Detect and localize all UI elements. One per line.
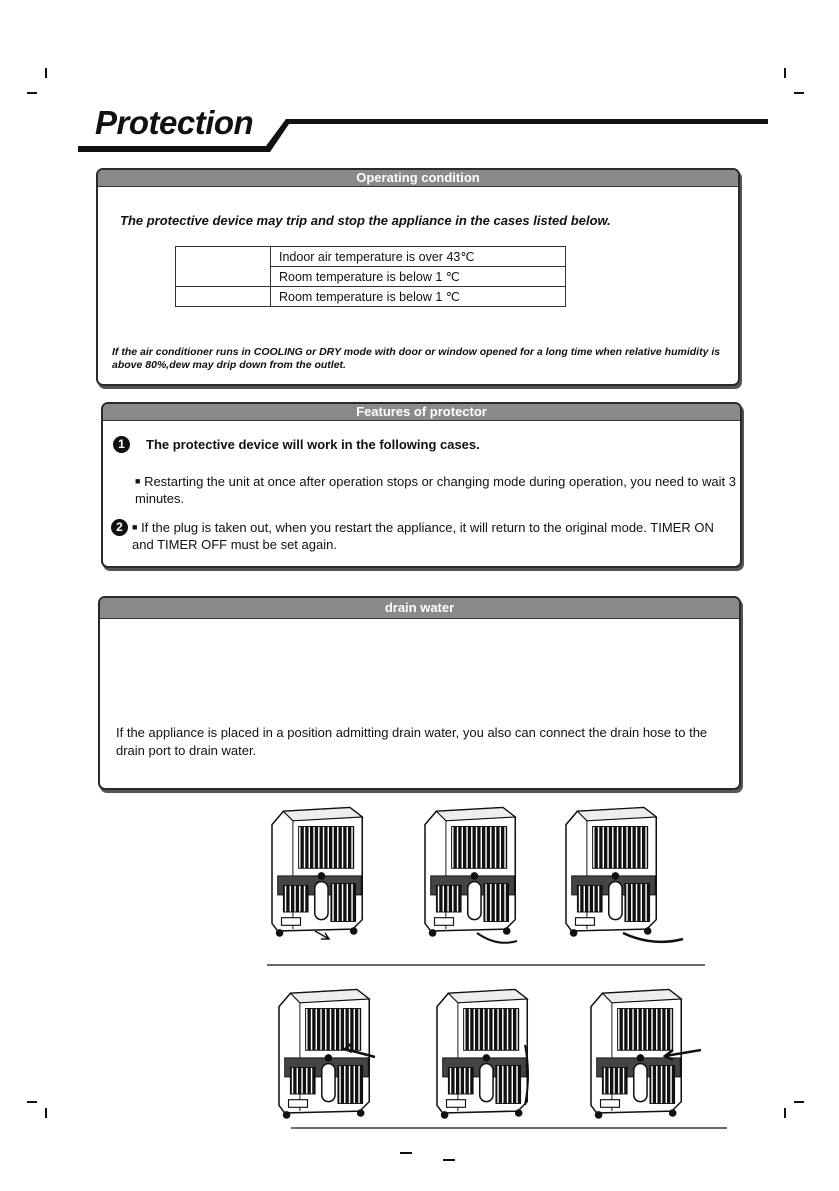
crop-mark bbox=[27, 1101, 37, 1103]
mode-cell bbox=[176, 267, 271, 287]
crop-mark bbox=[784, 1108, 786, 1118]
table-row bbox=[176, 287, 566, 307]
drain-water-header: drain water bbox=[100, 598, 739, 619]
condition-cell: Room temperature is below 1 ℃ bbox=[271, 287, 566, 307]
features-heading: The protective device will work in the following cases. bbox=[146, 437, 480, 452]
features-header: Features of protector bbox=[103, 404, 740, 421]
unit-drawing-1 bbox=[272, 808, 362, 937]
features-bullet-2 bbox=[132, 519, 732, 553]
drain-illustrations bbox=[255, 795, 735, 1145]
pointer-arrow-icon bbox=[665, 1050, 701, 1060]
unit-drawing-4 bbox=[279, 990, 369, 1119]
mode-cell bbox=[176, 287, 271, 307]
crop-mark bbox=[794, 1101, 804, 1103]
unit-drawing-3 bbox=[566, 808, 656, 937]
unit-drawing-5 bbox=[437, 990, 527, 1119]
crop-mark bbox=[45, 1108, 47, 1118]
page-title: Protection bbox=[95, 104, 254, 141]
mode-cell bbox=[176, 247, 271, 267]
operating-condition-header: Operating condition bbox=[98, 170, 738, 187]
number-two-icon: 2 bbox=[111, 519, 128, 536]
unit-drawing-2 bbox=[425, 808, 515, 937]
drain-arrow-icon bbox=[315, 931, 329, 939]
operating-intro: The protective device may trip and stop the appliance in the cases listed below. bbox=[120, 213, 611, 228]
features-panel bbox=[101, 402, 742, 568]
number-one-icon: 1 bbox=[113, 436, 130, 453]
drain-hose-icon bbox=[477, 933, 517, 943]
drain-water-panel bbox=[98, 596, 741, 790]
page-mark bbox=[400, 1152, 412, 1154]
table-row bbox=[176, 267, 566, 287]
drain-water-text: If the appliance is placed in a position admitting drain water, you also can connect the drain hose to the drain port to drain water. bbox=[116, 725, 708, 758]
table-row bbox=[176, 247, 566, 267]
features-bullet-1 bbox=[135, 473, 740, 507]
bullet-icon: ■ bbox=[132, 522, 138, 532]
drain-hose-icon bbox=[623, 933, 683, 942]
bullet-text: Restarting the unit at once after operation stops or changing mode during operation, you need to wait 3 minutes. bbox=[135, 474, 736, 506]
condition-cell: Indoor air temperature is over 43℃ bbox=[271, 247, 566, 267]
bullet-text: If the plug is taken out, when you restart the appliance, it will return to the original mode. TIMER ON and TIMER OFF must be set again. bbox=[132, 520, 714, 552]
bullet-icon: ■ bbox=[135, 476, 141, 486]
condition-cell: Room temperature is below 1 ℃ bbox=[271, 267, 566, 287]
humidity-note: If the air conditioner runs in COOLING or DRY mode with door or window opened for a long time when relative humidity is above 80%,dew may drip down from the outlet. bbox=[112, 346, 721, 371]
operating-condition-table bbox=[175, 246, 566, 307]
page-mark bbox=[443, 1159, 455, 1161]
operating-condition-panel bbox=[96, 168, 740, 386]
